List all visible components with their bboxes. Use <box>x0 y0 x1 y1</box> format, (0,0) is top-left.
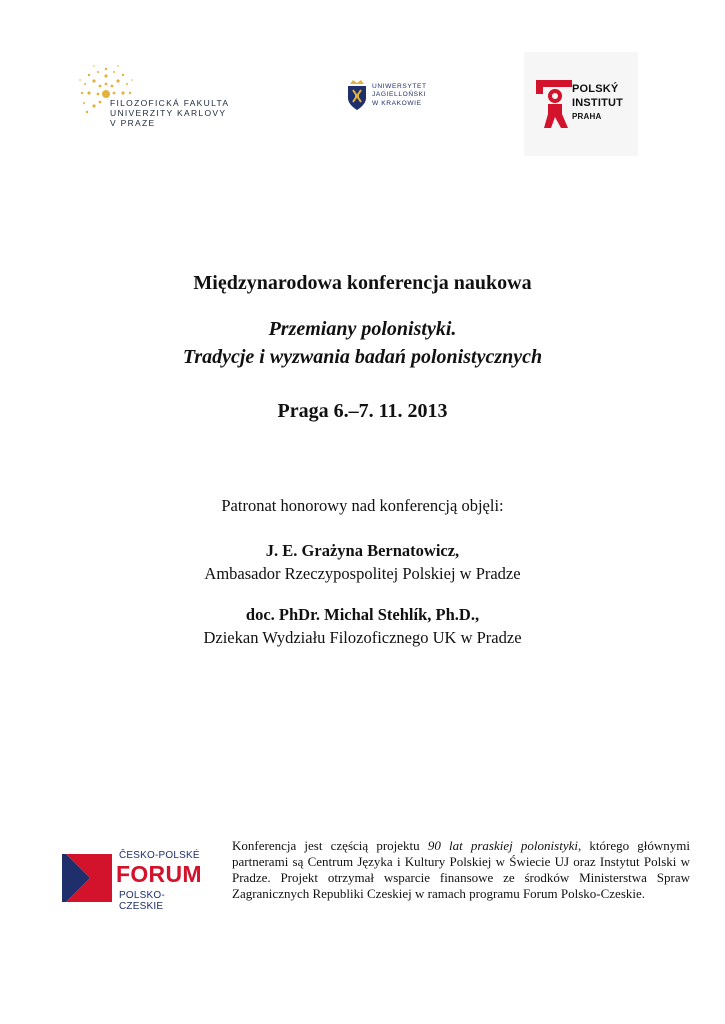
forum-logo-top-text: ČESKO-POLSKÉ <box>119 850 200 861</box>
ffuk-logo <box>74 62 264 128</box>
project-name: 90 lat praskiej polonistyki <box>427 838 578 853</box>
patron-name: doc. PhDr. Michal Stehlík, Ph.D., <box>245 605 480 624</box>
patron-role: Ambasador Rzeczypospolitej Polskiej w Pradze <box>204 564 521 583</box>
patron-name: J. E. Grażyna Bernatowicz, <box>265 541 460 560</box>
conference-title-line-2: Tradycje i wyzwania badań polonistycznych <box>182 346 543 368</box>
forum-logo-bottom-text: POLSKO-CZESKIE <box>119 890 165 912</box>
funding-note <box>232 838 690 902</box>
figure-icon <box>534 74 574 132</box>
patron-role: Dziekan Wydziału Filozoficznego UK w Pradze <box>203 628 522 647</box>
polsky-institut-logo <box>524 52 638 156</box>
conference-type-heading: Międzynarodowa konferencja naukowa <box>193 272 532 294</box>
forum-logo-main-text: FORUM <box>116 861 202 887</box>
crest-icon <box>346 78 368 112</box>
uj-logo <box>346 78 446 118</box>
funding-note-text-start: Konferencja jest częścią projektu <box>232 838 428 853</box>
conference-title-line-1: Przemiany polonistyki. <box>268 318 457 340</box>
forum-logo <box>62 848 202 912</box>
patronage-heading: Patronat honorowy nad konferencją objęli: <box>221 496 504 515</box>
ffuk-logo-text: FILOZOFICKÁ FAKULTA UNIVERZITY KARLOVY V PRAZE <box>110 98 230 128</box>
funding-note-text-end: , którego głównymi partnerami są Centrum Języka i Kultury Polskiej w Świecie UJ oraz Instytut Polski w Pradze. Projekt otrzymał wsparcie finansowe ze środków Ministerstwa Spraw Zagranicznych Republiki Czeskiej w ramach programu Forum Polsko-Czeskie. <box>232 838 691 901</box>
conference-date: Praga 6.–7. 11. 2013 <box>277 400 448 422</box>
forum-chevron-icon <box>62 850 114 904</box>
polsky-institut-logo-text: POLSKÝ INSTITUT PRAHA <box>572 83 624 121</box>
uj-logo-text: UNIWERSYTET JAGIELLOŃSKI W KRAKOWIE <box>372 83 427 107</box>
